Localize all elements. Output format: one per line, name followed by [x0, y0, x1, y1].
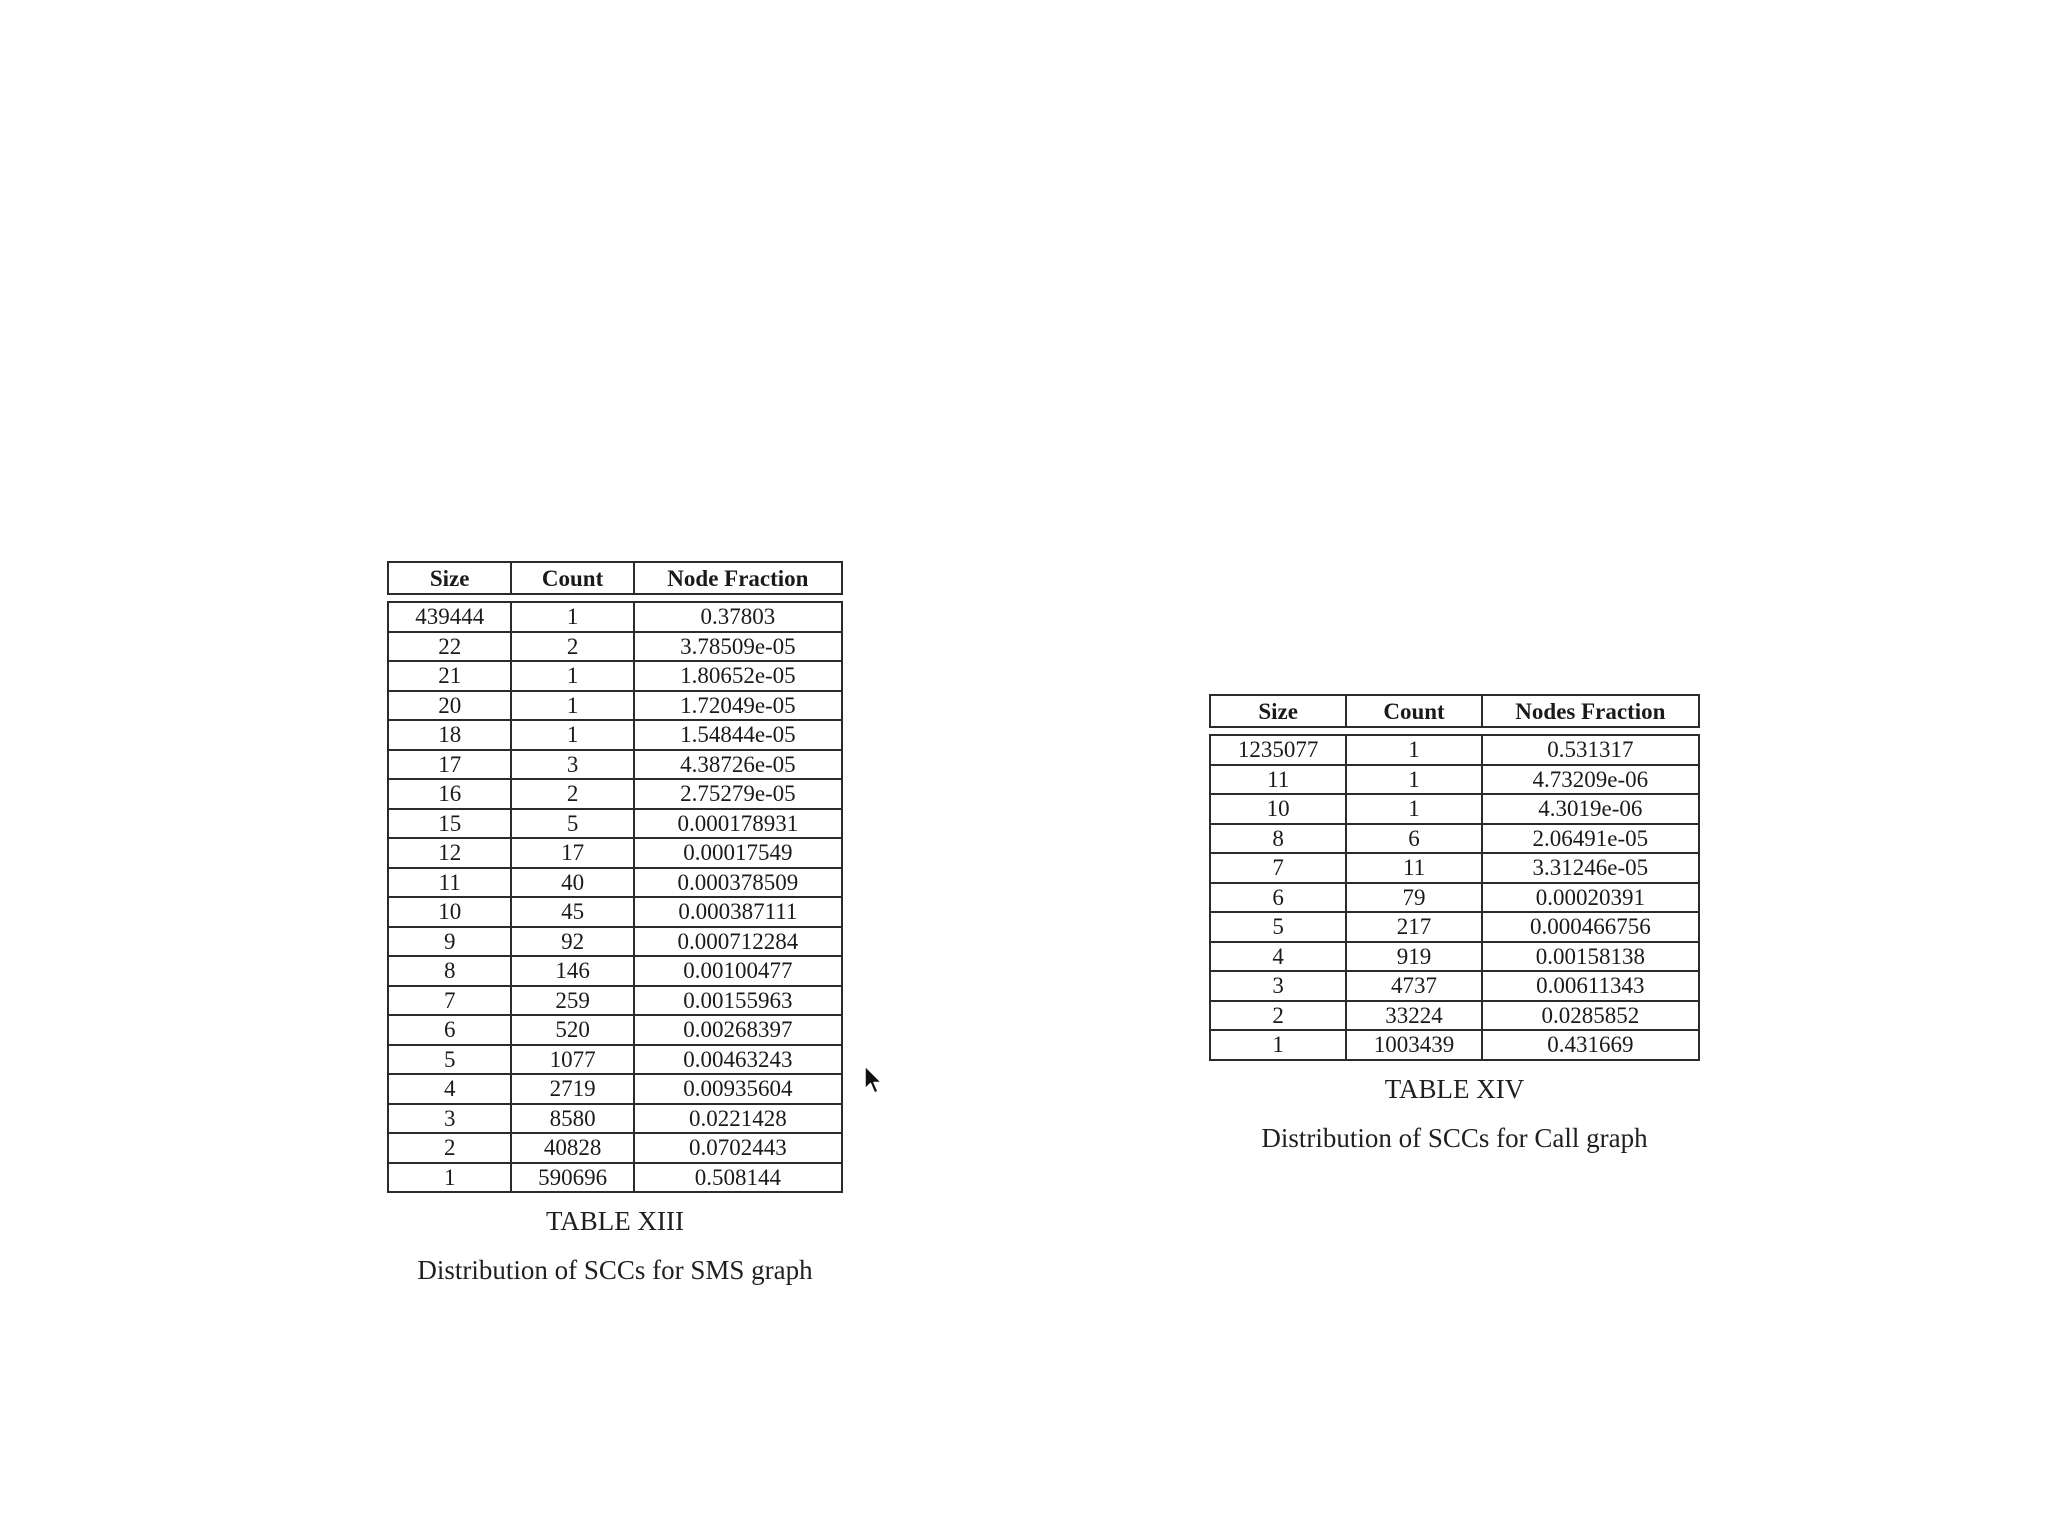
call-table-caption-text: Distribution of SCCs for Call graph — [1261, 1122, 1648, 1153]
table-row — [388, 720, 842, 750]
cell-node-fraction: 0.0702443 — [634, 1133, 842, 1163]
table-row — [388, 779, 842, 809]
cell-size: 5 — [1210, 912, 1346, 942]
table-row — [388, 868, 842, 898]
cell-nodes-fraction: 0.00020391 — [1482, 883, 1699, 913]
cell-size: 8 — [1210, 824, 1346, 854]
table-row — [388, 1074, 842, 1104]
cell-count: 1 — [511, 661, 633, 691]
cell-count: 17 — [511, 838, 633, 868]
cell-size: 1 — [388, 1163, 511, 1193]
cell-count: 1 — [511, 691, 633, 721]
header-separator — [388, 594, 842, 602]
cell-count: 919 — [1346, 942, 1481, 972]
cell-size: 17 — [388, 750, 511, 780]
cell-count: 146 — [511, 956, 633, 986]
cell-count: 40828 — [511, 1133, 633, 1163]
cell-size: 7 — [388, 986, 511, 1016]
table-row — [1210, 971, 1699, 1001]
cell-count: 259 — [511, 986, 633, 1016]
cell-size: 11 — [388, 868, 511, 898]
cell-size: 12 — [388, 838, 511, 868]
cell-node-fraction: 0.000378509 — [634, 868, 842, 898]
header-nodes-fraction: Nodes Fraction — [1482, 695, 1699, 727]
table-row — [1210, 883, 1699, 913]
cell-size: 18 — [388, 720, 511, 750]
cell-node-fraction: 1.80652e-05 — [634, 661, 842, 691]
cell-count: 217 — [1346, 912, 1481, 942]
cell-node-fraction: 0.508144 — [634, 1163, 842, 1193]
table-row — [388, 956, 842, 986]
cell-node-fraction: 0.00100477 — [634, 956, 842, 986]
mouse-pointer-icon — [864, 1065, 886, 1095]
call-table-caption-label: TABLE XIV — [1384, 1073, 1525, 1104]
table-row — [388, 1163, 842, 1193]
cell-count: 2719 — [511, 1074, 633, 1104]
cell-node-fraction: 0.0221428 — [634, 1104, 842, 1134]
cell-count: 2 — [511, 632, 633, 662]
header-separator — [1210, 727, 1699, 735]
cell-nodes-fraction: 0.0285852 — [1482, 1001, 1699, 1031]
cell-size: 3 — [1210, 971, 1346, 1001]
cell-count: 11 — [1346, 853, 1481, 883]
cell-size: 15 — [388, 809, 511, 839]
header-size: Size — [1210, 695, 1346, 727]
cell-size: 9 — [388, 927, 511, 957]
cell-size: 22 — [388, 632, 511, 662]
cell-count: 1077 — [511, 1045, 633, 1075]
table-row — [388, 897, 842, 927]
cell-count: 1 — [1346, 765, 1481, 795]
cell-count: 1003439 — [1346, 1030, 1481, 1060]
header-count: Count — [511, 562, 633, 594]
sms-table-body — [388, 602, 842, 1192]
table-row — [1210, 1001, 1699, 1031]
table-row — [388, 986, 842, 1016]
table-row — [1210, 765, 1699, 795]
table-row — [388, 838, 842, 868]
table-row — [1210, 912, 1699, 942]
header-node-fraction: Node Fraction — [634, 562, 842, 594]
table-row — [388, 1015, 842, 1045]
cell-node-fraction: 1.72049e-05 — [634, 691, 842, 721]
cell-count: 1 — [1346, 735, 1481, 765]
cell-nodes-fraction: 2.06491e-05 — [1482, 824, 1699, 854]
cell-node-fraction: 0.00155963 — [634, 986, 842, 1016]
cell-count: 8580 — [511, 1104, 633, 1134]
table-row — [388, 661, 842, 691]
table-row — [388, 809, 842, 839]
table-row — [388, 602, 842, 632]
cell-node-fraction: 0.37803 — [634, 602, 842, 632]
cell-nodes-fraction: 0.00158138 — [1482, 942, 1699, 972]
cell-count: 40 — [511, 868, 633, 898]
cell-count: 45 — [511, 897, 633, 927]
cell-size: 1 — [1210, 1030, 1346, 1060]
table-row — [388, 691, 842, 721]
table-row — [1210, 853, 1699, 883]
table-row — [1210, 735, 1699, 765]
cell-size: 8 — [388, 956, 511, 986]
cell-size: 439444 — [388, 602, 511, 632]
cell-node-fraction: 0.00935604 — [634, 1074, 842, 1104]
cell-size: 21 — [388, 661, 511, 691]
table-row — [1210, 942, 1699, 972]
table-row — [388, 750, 842, 780]
table-header-row — [388, 562, 842, 594]
cell-nodes-fraction: 4.3019e-06 — [1482, 794, 1699, 824]
cell-count: 590696 — [511, 1163, 633, 1193]
cell-size: 6 — [388, 1015, 511, 1045]
call-scc-table — [1209, 694, 1700, 1061]
cell-count: 3 — [511, 750, 633, 780]
cell-size: 5 — [388, 1045, 511, 1075]
cell-size: 2 — [388, 1133, 511, 1163]
cell-nodes-fraction: 0.531317 — [1482, 735, 1699, 765]
cell-node-fraction: 0.00463243 — [634, 1045, 842, 1075]
cell-nodes-fraction: 3.31246e-05 — [1482, 853, 1699, 883]
cell-size: 20 — [388, 691, 511, 721]
table-row — [1210, 1030, 1699, 1060]
cell-count: 520 — [511, 1015, 633, 1045]
table-row — [388, 1133, 842, 1163]
cell-nodes-fraction: 4.73209e-06 — [1482, 765, 1699, 795]
call-scc-table-block — [1209, 694, 1700, 1159]
sms-table-caption-text: Distribution of SCCs for SMS graph — [417, 1255, 813, 1285]
cell-nodes-fraction: 0.431669 — [1482, 1030, 1699, 1060]
cell-count: 92 — [511, 927, 633, 957]
cell-size: 6 — [1210, 883, 1346, 913]
header-size: Size — [388, 562, 511, 594]
table-row — [388, 927, 842, 957]
sms-scc-table-block — [387, 561, 843, 1291]
cell-node-fraction: 1.54844e-05 — [634, 720, 842, 750]
table-row — [1210, 824, 1699, 854]
cell-size: 7 — [1210, 853, 1346, 883]
cell-node-fraction: 2.75279e-05 — [634, 779, 842, 809]
table-header-row — [1210, 695, 1699, 727]
cell-size: 10 — [1210, 794, 1346, 824]
cell-node-fraction: 0.00017549 — [634, 838, 842, 868]
cell-node-fraction: 0.000387111 — [634, 897, 842, 927]
cell-count: 1 — [511, 602, 633, 632]
cell-count: 2 — [511, 779, 633, 809]
header-count: Count — [1346, 695, 1481, 727]
cell-size: 4 — [388, 1074, 511, 1104]
cell-node-fraction: 0.00268397 — [634, 1015, 842, 1045]
cell-size: 2 — [1210, 1001, 1346, 1031]
sms-scc-table — [387, 561, 843, 1193]
table-row — [1210, 794, 1699, 824]
cell-count: 5 — [511, 809, 633, 839]
cell-count: 79 — [1346, 883, 1481, 913]
cell-count: 6 — [1346, 824, 1481, 854]
cell-nodes-fraction: 0.00611343 — [1482, 971, 1699, 1001]
cell-node-fraction: 3.78509e-05 — [634, 632, 842, 662]
cell-count: 1 — [511, 720, 633, 750]
cell-size: 3 — [388, 1104, 511, 1134]
cell-node-fraction: 0.000178931 — [634, 809, 842, 839]
cell-node-fraction: 0.000712284 — [634, 927, 842, 957]
cell-size: 4 — [1210, 942, 1346, 972]
cell-size: 11 — [1210, 765, 1346, 795]
cell-size: 1235077 — [1210, 735, 1346, 765]
cell-node-fraction: 4.38726e-05 — [634, 750, 842, 780]
table-row — [388, 1104, 842, 1134]
sms-table-caption-label: TABLE XIII — [545, 1206, 685, 1236]
cell-size: 16 — [388, 779, 511, 809]
cell-count: 4737 — [1346, 971, 1481, 1001]
cell-count: 1 — [1346, 794, 1481, 824]
call-table-body — [1210, 735, 1699, 1060]
table-row — [388, 632, 842, 662]
table-row — [388, 1045, 842, 1075]
cell-count: 33224 — [1346, 1001, 1481, 1031]
cell-size: 10 — [388, 897, 511, 927]
cell-nodes-fraction: 0.000466756 — [1482, 912, 1699, 942]
